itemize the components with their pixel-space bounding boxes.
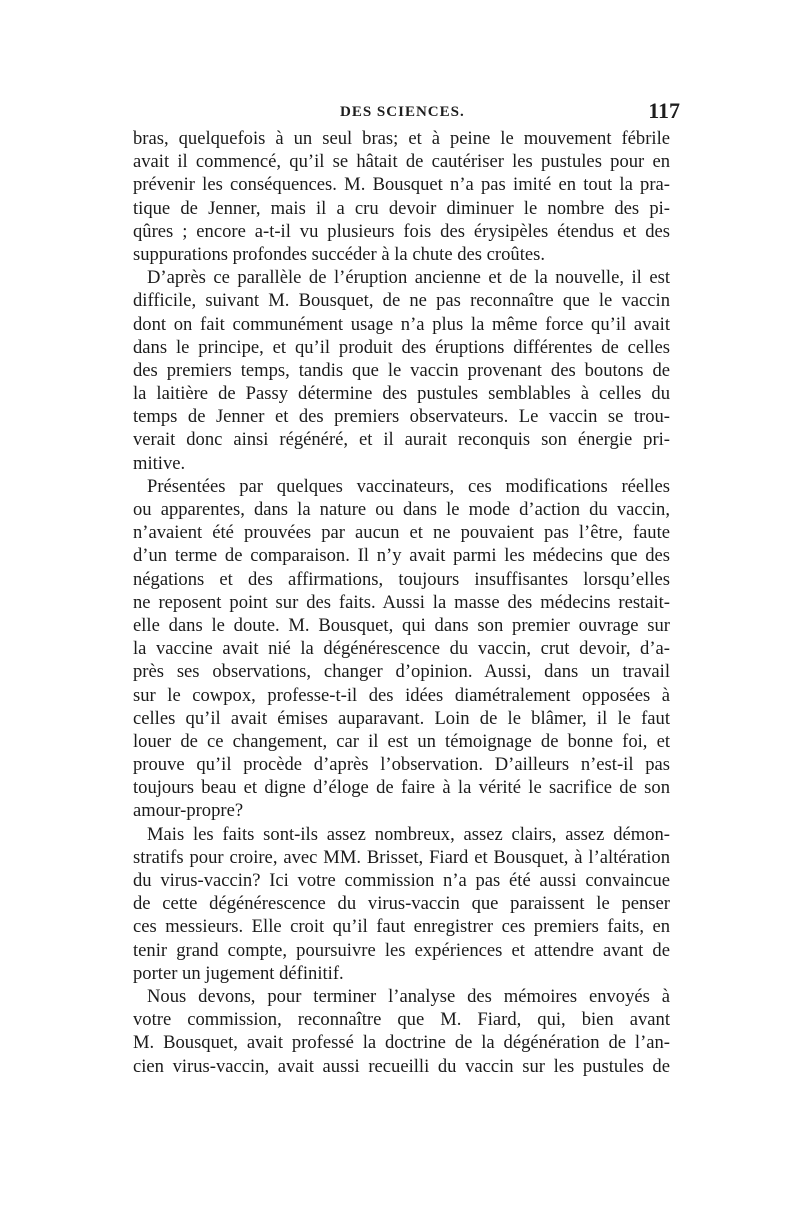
text-line: bras, quelquefois à un seul bras; et à peine le mouvement fébrile xyxy=(133,128,670,149)
running-title: DES SCIENCES. xyxy=(340,104,465,120)
text-line: des premiers temps, tandis que le vaccin provenant des boutons de xyxy=(133,359,670,381)
text-line: la vaccine avait nié la dégénérescence du vaccin, crut devoir, d’a- xyxy=(133,638,670,660)
text-line: toujours beau et digne d’éloge de faire à la vérité le sacrifice de son xyxy=(133,777,670,799)
text-line: prévenir les conséquences. M. Bousquet n’a pas imité en tout la pra- xyxy=(133,174,670,196)
text-line: qûres ; encore a-t-il vu plusieurs fois des érysipèles étendus et des xyxy=(133,220,670,242)
text-line: dans le principe, et qu’il produit des éruptions différentes de celles xyxy=(133,336,670,358)
text-line: sur le cowpox, professe-t-il des idées diamétralement opposées à xyxy=(133,684,670,706)
text-line: votre commission, reconnaître que M. Fiard, qui, bien avant xyxy=(133,1009,670,1031)
text-line: de cette dégénérescence du virus-vaccin que paraissent le penser xyxy=(133,893,670,915)
text-line: M. Bousquet, avait professé la doctrine de la dégénération de l’an- xyxy=(133,1032,670,1054)
text-line: Présentées par quelques vaccinateurs, ces modifications réelles xyxy=(147,475,670,497)
text-line: du virus-vaccin? Ici votre commission n’a pas été aussi convaincue xyxy=(133,870,670,891)
text-line: louer de ce changement, car il est un témoignage de bonne foi, et xyxy=(133,730,670,752)
text-line: amour-propre? xyxy=(133,800,244,822)
body-text xyxy=(133,127,670,1078)
text-line: temps de Jenner et des premiers observateurs. Le vaccin se trou- xyxy=(133,406,670,428)
text-line: D’après ce parallèle de l’éruption ancienne et de la nouvelle, il est xyxy=(147,267,670,289)
text-line: avait il commencé, qu’il se hâtait de cautériser les pustules pour en xyxy=(133,151,670,173)
text-line: suppurations profondes succéder à la chute des croûtes. xyxy=(133,243,546,265)
text-line: cien virus-vaccin, avait aussi recueilli du vaccin sur les pustules de xyxy=(133,1055,670,1077)
text-line: porter un jugement définitif. xyxy=(133,962,344,984)
page-number: 117 xyxy=(648,98,680,123)
text-line: près ses observations, changer d’opinion. Aussi, dans un travail xyxy=(133,661,670,683)
text-line: négations et des affirmations, toujours insuffisantes lorsqu’elles xyxy=(133,568,670,590)
text-line: verait donc ainsi régénéré, et il aurait reconquis son énergie pri- xyxy=(133,429,670,451)
text-line: Mais les faits sont-ils assez nombreux, assez clairs, assez démon- xyxy=(147,823,670,845)
text-line: stratifs pour croire, avec MM. Brisset, Fiard et Bousquet, à l’altération xyxy=(133,846,670,868)
text-line: d’un terme de comparaison. Il n’y avait parmi les médecins que des xyxy=(133,545,670,567)
text-line: prouve qu’il procède d’après l’observation. D’ailleurs n’est-il pas xyxy=(133,754,670,776)
running-head xyxy=(128,100,684,124)
text-line: n’avaient été prouvées par aucun et ne pouvaient pas l’être, faute xyxy=(133,522,670,544)
text-line: ces messieurs. Elle croit qu’il faut enregistrer ces premiers faits, en xyxy=(133,916,670,938)
text-line: tenir grand compte, poursuivre les expériences et attendre avant de xyxy=(133,939,670,961)
text-line: ne reposent point sur des faits. Aussi la masse des médecins restait- xyxy=(133,591,670,613)
text-line: celles qu’il avait émises auparavant. Loin de le blâmer, il le faut xyxy=(133,707,670,729)
text-line: tique de Jenner, mais il a cru devoir diminuer le nombre des pi- xyxy=(133,197,670,219)
text-line: la laitière de Passy détermine des pustules semblables à celles du xyxy=(133,383,670,405)
text-line: dont on fait communément usage n’a plus la même force qu’il avait xyxy=(133,313,670,335)
text-line: Nous devons, pour terminer l’analyse des mémoires envoyés à xyxy=(147,985,670,1007)
text-line: ou apparentes, dans la nature ou dans le mode d’action du vaccin, xyxy=(133,499,670,520)
text-line: difficile, suivant M. Bousquet, de ne pas reconnaître que le vaccin xyxy=(133,290,670,312)
text-line: elle dans le doute. M. Bousquet, qui dans son premier ouvrage sur xyxy=(133,614,670,636)
text-line: mitive. xyxy=(133,452,186,474)
